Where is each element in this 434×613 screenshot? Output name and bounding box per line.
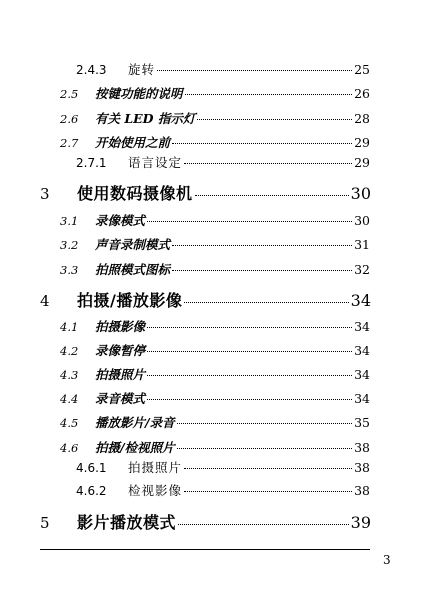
toc-entry-number: 2.7 [60,136,79,150]
toc-entry-title: 拍摄影像 [95,319,146,334]
toc-leader-dots [157,70,352,71]
toc-entry-title: 播放影片/录音 [95,415,175,430]
toc-leader-dots [184,468,352,469]
toc-entry-page: 38 [354,483,370,498]
toc-entry[interactable] [60,365,370,383]
toc-entry-number: 4.4 [60,392,79,406]
toc-chapter-title: 拍摄/播放影像 [77,291,183,310]
toc-leader-dots [147,351,352,352]
toc-entry-number: 2.7.1 [76,156,107,170]
toc-entry[interactable] [60,109,370,127]
toc-chapter-title: 影片播放模式 [77,513,177,532]
toc-leader-dots [177,448,353,449]
toc-leader-dots [184,163,352,164]
toc-leader-dots [147,327,352,328]
toc-leader-dots [147,221,352,222]
toc-entry[interactable] [60,133,370,151]
toc-entry-page: 30 [354,213,370,228]
toc-entry-number: 3.1 [60,214,79,228]
toc-chapter-number: 3 [40,185,50,203]
toc-entry[interactable] [60,389,370,407]
toc-leader-dots [172,270,352,271]
toc-entry-number: 3.2 [60,238,79,252]
toc-entry-page: 38 [354,440,370,455]
toc-entry-page: 28 [354,111,370,126]
toc-entry-number: 4.3 [60,368,79,382]
toc-leader-dots [177,423,353,424]
toc-entry-number: 2.4.3 [76,63,107,77]
toc-leader-dots [147,375,352,376]
toc-leader-dots [147,399,352,400]
toc-leader-dots [172,143,352,144]
toc-entry[interactable] [76,481,370,499]
toc-entry[interactable] [60,211,370,229]
toc-entry-page: 32 [354,262,370,277]
toc-leader-dots [185,94,353,95]
toc-entry[interactable] [60,317,370,335]
toc-entry-number: 3.3 [60,263,79,277]
toc-entry-page: 25 [354,62,370,77]
toc-entry-title: 有关 LED 指示灯 [95,111,196,126]
toc-entry[interactable] [60,235,370,253]
toc-entry-title: 拍摄/检视照片 [95,440,175,455]
toc-entry-page: 35 [354,415,370,430]
toc-entry[interactable] [60,341,370,359]
toc-chapter-number: 5 [40,514,50,532]
toc-chapter[interactable] [40,510,371,533]
toc-entry-page: 29 [354,155,370,170]
toc-entry-title: 录像暂停 [95,343,146,358]
toc-chapter-title: 使用数码摄像机 [77,184,193,203]
toc-entry-page: 34 [354,343,370,358]
toc-entry-title: 语言设定 [128,155,183,170]
toc-leader-dots [178,524,349,525]
toc-entry-title: 录音模式 [95,391,146,406]
toc-entry-number: 4.5 [60,416,79,430]
toc-chapter[interactable] [40,288,371,311]
toc-entry-number: 4.6.1 [76,461,107,475]
toc-leader-dots [197,119,352,120]
toc-leader-dots [172,245,352,246]
toc-entry-page: 34 [354,367,370,382]
toc-entry-number: 4.1 [60,320,79,334]
toc-entry-page: 38 [354,460,370,475]
toc-entry-page: 26 [354,86,370,101]
toc-entry[interactable] [60,413,370,431]
toc-entry-number: 4.6 [60,441,79,455]
footer-divider [40,549,370,550]
toc-leader-dots [184,491,352,492]
toc-entry[interactable] [76,60,370,78]
toc-entry-title: 开始使用之前 [95,135,171,150]
toc-entry[interactable] [76,153,370,171]
toc-entry-page: 29 [354,135,370,150]
toc-chapter[interactable] [40,181,371,204]
toc-entry-number: 4.6.2 [76,484,107,498]
toc-entry-title: 旋转 [128,62,156,77]
toc-entry-title: 拍摄照片 [128,460,183,475]
toc-entry-number: 2.6 [60,112,79,126]
toc-entry[interactable] [60,260,370,278]
toc-leader-dots [195,195,349,196]
toc-chapter-page: 30 [350,184,371,203]
page-number: 3 [383,553,391,567]
toc-chapter-number: 4 [40,292,50,310]
toc-entry-number: 2.5 [60,87,79,101]
toc-entry-title: 声音录制模式 [95,237,171,252]
toc-entry-page: 34 [354,391,370,406]
toc-entry-title: 录像模式 [95,213,146,228]
toc-entry-title: 拍摄照片 [95,367,146,382]
toc-entry-title: 按键功能的说明 [95,86,183,101]
toc-chapter-page: 39 [350,513,371,532]
toc-entry-page: 34 [354,319,370,334]
toc-entry-number: 4.2 [60,344,79,358]
toc-entry[interactable] [76,458,370,476]
toc-entry-title: 拍照模式图标 [95,262,171,277]
toc-chapter-page: 34 [350,291,371,310]
toc-entry-page: 31 [354,237,370,252]
toc-entry[interactable] [60,438,370,456]
toc-leader-dots [184,302,348,303]
toc-entry-title: 检视影像 [128,483,183,498]
toc-entry[interactable] [60,84,370,102]
